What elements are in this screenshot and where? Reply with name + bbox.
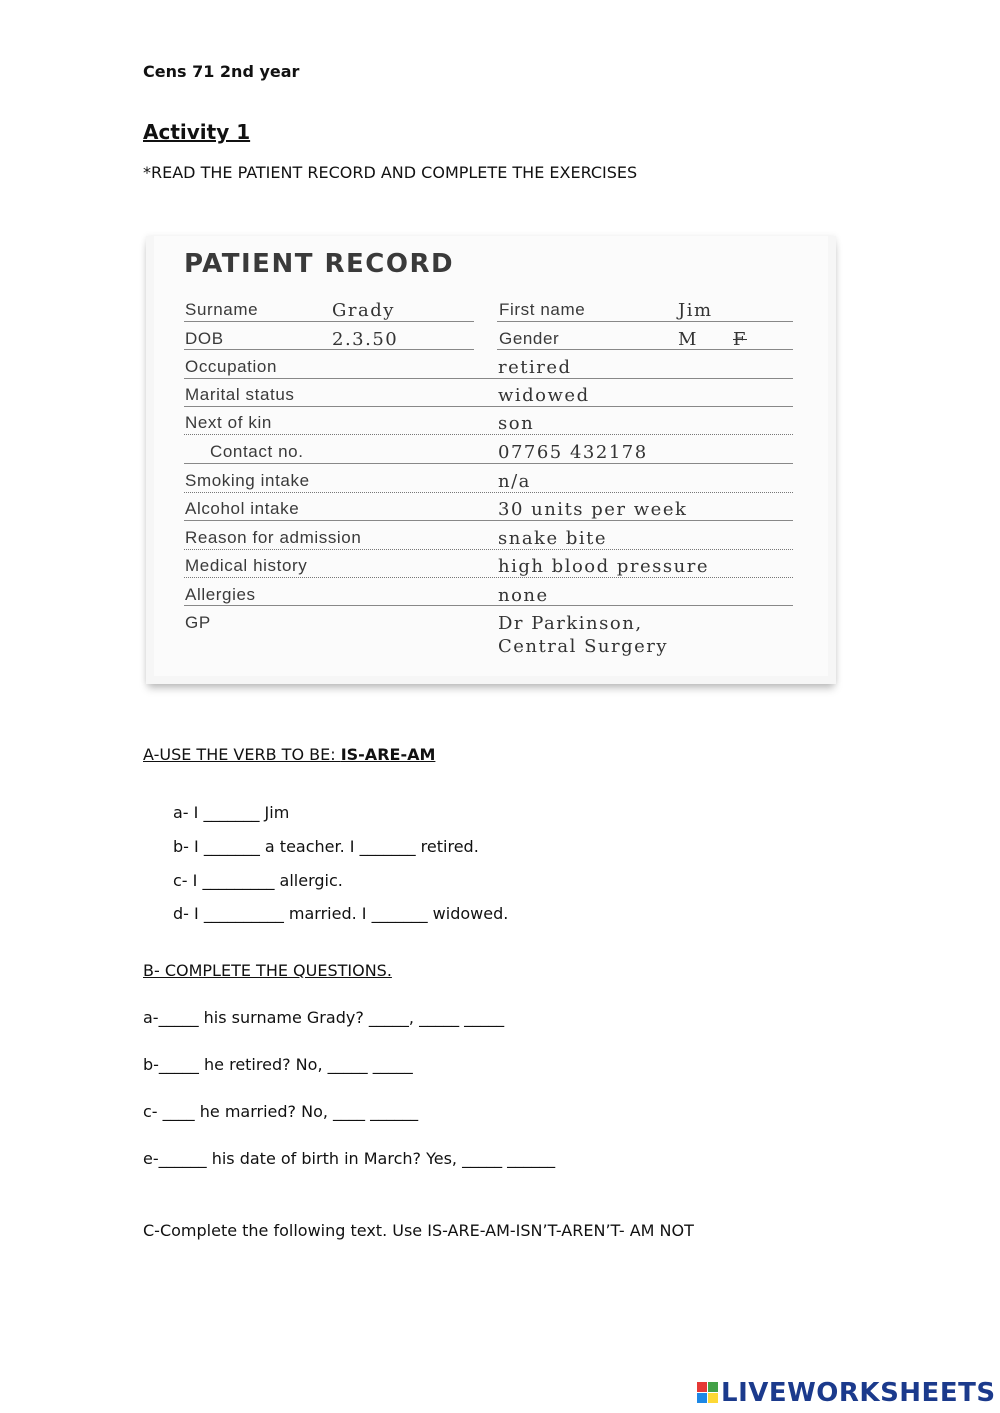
contact-no-label: Contact no. bbox=[210, 442, 304, 461]
allergies-value: none bbox=[498, 585, 549, 606]
section-b-heading: B- COMPLETE THE QUESTIONS. bbox=[143, 961, 392, 980]
activity-instruction: *READ THE PATIENT RECORD AND COMPLETE THE EXERCISES bbox=[143, 163, 638, 182]
medical-history-value: high blood pressure bbox=[498, 556, 709, 577]
liveworksheets-logo-icon bbox=[697, 1382, 719, 1404]
marital-status-label: Marital status bbox=[185, 385, 295, 404]
reason-for-admission-value: snake bite bbox=[498, 528, 608, 549]
gp-value-line2: Central Surgery bbox=[498, 636, 669, 657]
contact-no-value: 07765 432178 bbox=[498, 442, 648, 463]
firstname-label: First name bbox=[499, 300, 586, 319]
section-b-item: b-_____ he retired? No, _____ _____ bbox=[143, 1055, 413, 1074]
gender-f-crossed: F bbox=[733, 329, 747, 350]
section-a-item: d- I __________ married. I _______ widowed. bbox=[173, 904, 509, 923]
section-b-item: a-_____ his surname Grady? _____, _____ _____ bbox=[143, 1008, 505, 1027]
liveworksheets-logo[interactable] bbox=[697, 1377, 996, 1409]
gp-value-line1: Dr Parkinson, bbox=[498, 613, 643, 634]
surname-label: Surname bbox=[185, 300, 259, 319]
activity-title: Activity 1 bbox=[143, 120, 251, 144]
next-of-kin-label: Next of kin bbox=[185, 413, 272, 432]
section-c-heading: C-Complete the following text. Use IS-ARE-AM-ISN’T-AREN’T- AM NOT bbox=[143, 1221, 694, 1240]
surname-value: Grady bbox=[332, 300, 395, 321]
section-a-item: b- I _______ a teacher. I _______ retired. bbox=[173, 837, 479, 856]
liveworksheets-logo-text: LIVEWORKSHEETS bbox=[721, 1378, 996, 1408]
next-of-kin-value: son bbox=[498, 413, 535, 434]
smoking-intake-value: n/a bbox=[498, 471, 531, 492]
marital-status-value: widowed bbox=[498, 385, 590, 406]
section-a-heading-prefix: A-USE THE VERB TO BE: bbox=[143, 745, 341, 764]
patient-record-title: PATIENT RECORD bbox=[184, 249, 455, 279]
reason-for-admission-label: Reason for admission bbox=[185, 528, 362, 547]
section-a-heading-bold: IS-ARE-AM bbox=[340, 745, 436, 764]
gender-m: M bbox=[678, 329, 698, 350]
alcohol-intake-value: 30 units per week bbox=[498, 499, 688, 520]
smoking-intake-label: Smoking intake bbox=[185, 471, 310, 490]
section-a-item: c- I _________ allergic. bbox=[173, 871, 343, 890]
gp-label: GP bbox=[185, 613, 211, 632]
dob-value: 2.3.50 bbox=[332, 329, 399, 350]
occupation-value: retired bbox=[498, 357, 572, 378]
document-header: Cens 71 2nd year bbox=[143, 62, 300, 81]
gender-label: Gender bbox=[499, 329, 560, 348]
section-a-heading bbox=[143, 745, 435, 764]
section-a-item: a- I _______ Jim bbox=[173, 803, 290, 822]
section-b-item: c- ____ he married? No, ____ ______ bbox=[143, 1102, 419, 1121]
dob-label: DOB bbox=[185, 329, 224, 348]
occupation-label: Occupation bbox=[185, 357, 277, 376]
allergies-label: Allergies bbox=[185, 585, 256, 604]
section-b-item: e-______ his date of birth in March? Yes, _____ ______ bbox=[143, 1149, 556, 1168]
firstname-value: Jim bbox=[678, 300, 713, 321]
alcohol-intake-label: Alcohol intake bbox=[185, 499, 300, 518]
medical-history-label: Medical history bbox=[185, 556, 308, 575]
